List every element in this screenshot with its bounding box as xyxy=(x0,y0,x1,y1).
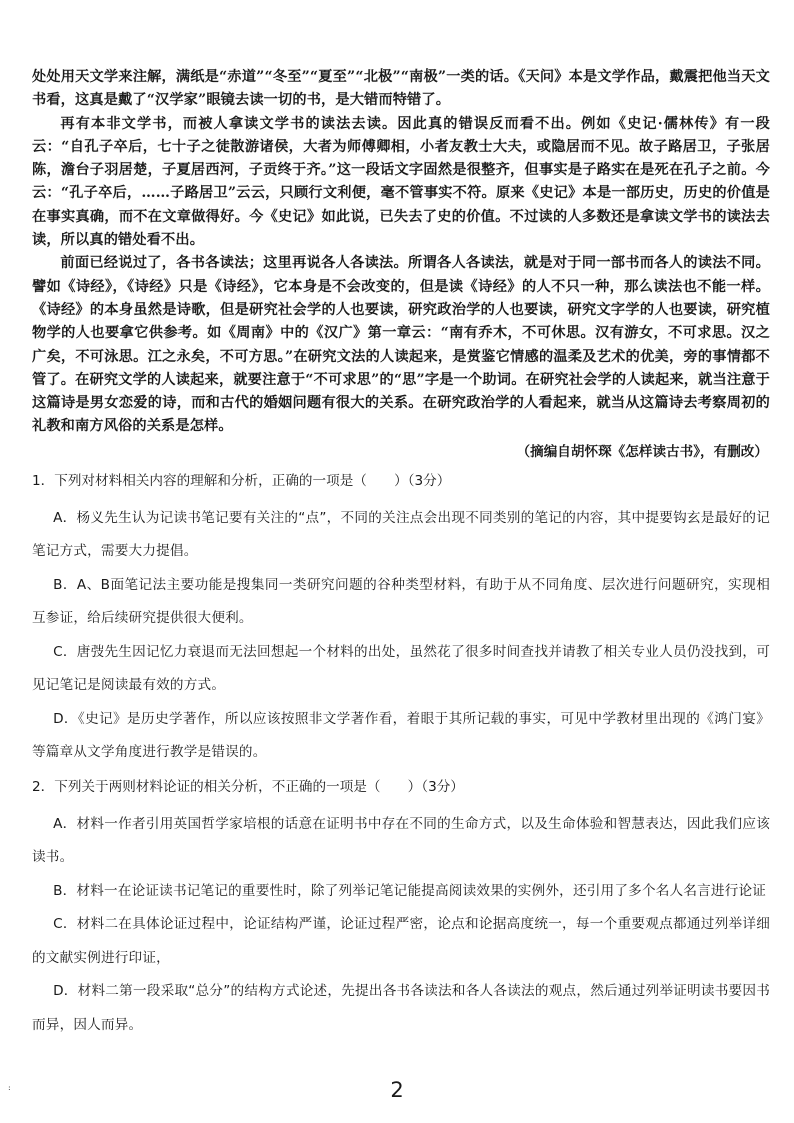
scan-speck: : xyxy=(8,1083,11,1092)
page-number: 2 xyxy=(390,1078,404,1102)
option-b: B．A、B面笔记法主要功能是搜集同一类研究问题的谷种类型材料，有助于从不同角度、层次进行问题研究，实现相互参证，给后续研究提供很大便利。 xyxy=(32,576,770,627)
document-page xyxy=(32,66,770,1042)
reading-passage xyxy=(32,66,770,464)
option-d: D．材料二第一段采取“总分”的结构方式论述，先提出各书各读法和各人各读法的观点，然后通过列举证明读书要因书而异，因人而异。 xyxy=(32,983,770,1033)
question-1 xyxy=(32,468,770,770)
option-c: C．材料二在具体论证过程中，论证结构严谨，论证过程严密，论点和论据高度统一，每一个重要观点都通过列举详细的文献实例进行印证， xyxy=(32,916,770,966)
option-a: A．杨义先生认为记读书笔记要有关注的“点”，不同的关注点会出现不同类别的笔记的内容，其中提要钩玄是最好的记笔记方式，需要大力提倡。 xyxy=(32,509,770,560)
passage-paragraph-3: 前面已经说过了，各书各读法；这里再说各人各读法。所谓各人各读法，就是对于同一部书而各人的读法不同。譬如《诗经》，《诗经》只是《诗经》，它本身是不会改变的，但是读《诗经》的人不只一种，那么读法也不能一样。《诗经》的本身虽然是诗歌，但是研究社会学的人也要读，研究政治学的人也要读，研究文字学的人也要读，研究植物学的人也要拿它供参考。如《周南》中的《汉广》第一章云：“南有乔木，不可休思。汉有游女，不可求思。汉之广矣，不可泳思。江之永矣，不可方思。”在研究文法的人读起来，是赏鉴它情感的温柔及艺术的优美，旁的事情都不管了。在研究文学的人读起来，就要注意于“不可求思”的“思”字是一个助词。在研究社会学的人读起来，就当注意于这篇诗是男女恋爱的诗，而和古代的婚姻问题有很大的关系。在研究政治学的人看起来，就当从这篇诗去考察周初的礼教和南方风俗的关系是怎样。 xyxy=(32,255,770,435)
question-stem: 2．下列关于两则材料论证的相关分析，不正确的一项是（ ）（3分） xyxy=(32,778,464,795)
option-c: C．唐弢先生因记忆力衰退而无法回想起一个材料的出处，虽然花了很多时间查找并请教了相关专业人员仍没找到，可见记笔记是阅读最有效的方式。 xyxy=(32,643,770,694)
question-list xyxy=(32,468,770,1043)
option-b: B．材料一在论证读书记笔记的重要性时，除了列举记笔记能提高阅读效果的实例外，还引用了多个名人名言进行论证 xyxy=(53,882,767,899)
option-a: A．材料一作者引用英国哲学家培根的话意在证明书中存在不同的生命方式，以及生命体验和智慧表达，因此我们应该读书。 xyxy=(32,815,770,866)
passage-paragraph-1: 处处用天文学来注解，满纸是“赤道”“冬至”“夏至”“北极”“南极”一类的话。《天问》本是文学作品，戴震把他当天文书看，这真是戴了“汉学家”眼镜去读一切的书，是大错而特错了。 xyxy=(32,69,770,109)
passage-source: （摘编自胡怀琛《怎样读古书》，有删改） xyxy=(516,443,768,460)
question-stem: 1．下列对材料相关内容的理解和分析，正确的一项是（ ）（3分） xyxy=(32,472,451,489)
passage-paragraph-2: 再有本非文学书，而被人拿读文学书的读法去读。因此真的错误反而看不出。例如《史记·儒林传》有一段云：“自孔子卒后，七十子之徒散游诸侯，大者为师傅卿相，小者友教士大夫，或隐居而不见。故子路居卫，子张居陈，澹台子羽居楚，子夏居西河，子贡终于齐。”这一段话文字固然是很整齐，但事实是子路实在是死在孔子之前。今云：“孔子卒后，……子路居卫”云云，只顾行文利便，毫不管事实不符。原来《史记》本是一部历史，历史的价值是在事实真确，而不在文章做得好。今《史记》如此说，已失去了史的价值。不过读的人多数还是拿读文学书的读法去读，所以真的错处看不出。 xyxy=(32,115,770,249)
question-2 xyxy=(32,774,770,1043)
option-d: D．《史记》是历史学著作，所以应该按照非文学著作看，着眼于其所记载的事实，可见中学教材里出现的《鸿门宴》等篇章从文学角度进行教学是错误的。 xyxy=(32,710,770,761)
